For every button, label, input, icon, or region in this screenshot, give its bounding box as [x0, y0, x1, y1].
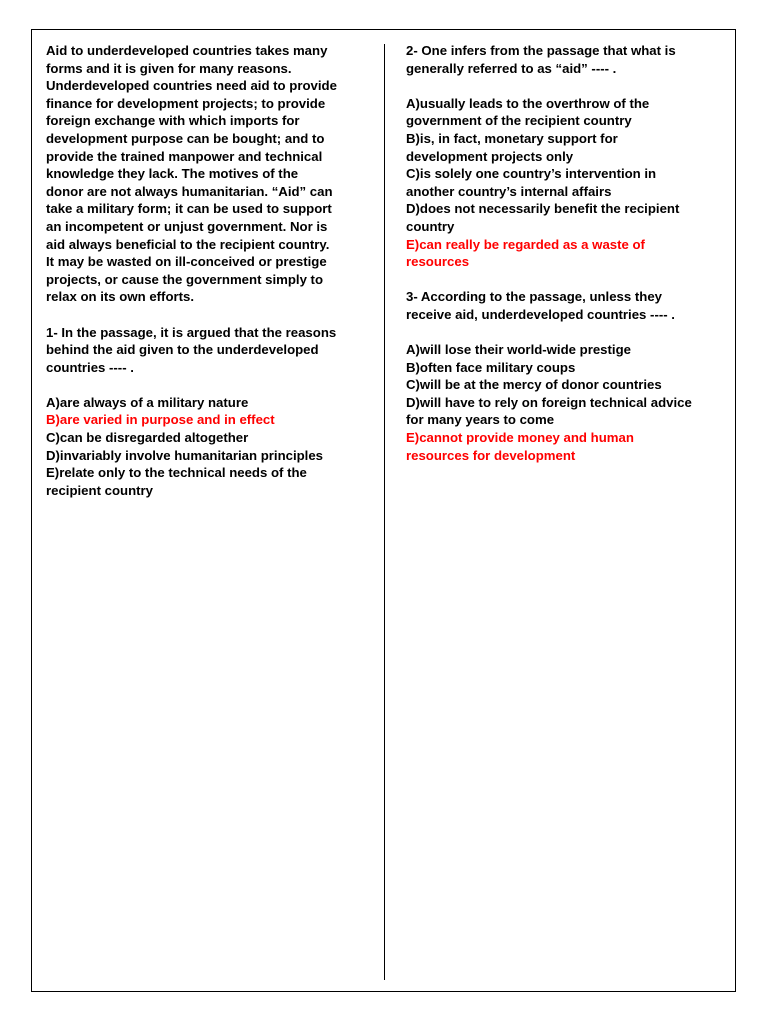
- passage-line: Underdeveloped countries need aid to provide: [46, 78, 337, 94]
- question-1-text: 1- In the passage, it is argued that the reasons: [46, 324, 337, 340]
- question-2-option-d: country: [406, 218, 455, 234]
- question-3-option-d: for many years to come: [406, 412, 555, 428]
- left-column: [46, 42, 366, 499]
- question-3-option-c: C)will be at the mercy of donor countries: [406, 377, 662, 393]
- passage-line: development purpose can be bought; and to: [46, 130, 325, 146]
- passage-line: take a military form; it can be used to support: [46, 201, 332, 217]
- question-1-option-e: recipient country: [46, 482, 153, 498]
- passage-line: forms and it is given for many reasons.: [46, 60, 292, 76]
- question-2-option-b: development projects only: [406, 148, 574, 164]
- reading-passage: [46, 42, 366, 306]
- question-3-option-b: B)often face military coups: [406, 359, 576, 375]
- question-1-option-a: A)are always of a military nature: [46, 394, 249, 410]
- passage-line: relax on its own efforts.: [46, 289, 195, 305]
- question-1-text: behind the aid given to the underdeveloped: [46, 342, 319, 358]
- passage-line: aid always beneficial to the recipient country.: [46, 236, 330, 252]
- passage-line: foreign exchange with which imports for: [46, 113, 300, 129]
- question-3-option-d: D)will have to rely on foreign technical advice: [406, 394, 692, 410]
- question-1-option-d: D)invariably involve humanitarian principles: [46, 447, 324, 463]
- question-1: [46, 324, 366, 500]
- question-2-text: generally referred to as “aid” ---- .: [406, 60, 617, 76]
- question-2: [406, 42, 722, 271]
- question-2-option-e-correct: resources: [406, 254, 470, 270]
- column-divider: [384, 44, 385, 980]
- question-2-option-a: A)usually leads to the overthrow of the: [406, 95, 650, 111]
- question-2-text: 2- One infers from the passage that what is: [406, 43, 676, 58]
- question-1-option-e: E)relate only to the technical needs of the: [46, 465, 307, 481]
- question-3: [406, 288, 722, 464]
- question-3-option-a: A)will lose their world-wide prestige: [406, 342, 631, 358]
- question-2-option-a: government of the recipient country: [406, 113, 632, 129]
- question-3-option-e-correct: E)cannot provide money and human: [406, 430, 634, 446]
- question-3-text: receive aid, underdeveloped countries ---- .: [406, 306, 675, 322]
- question-2-option-e-correct: E)can really be regarded as a waste of: [406, 236, 645, 252]
- question-2-option-c: C)is solely one country’s intervention in: [406, 166, 657, 182]
- passage-line: provide the trained manpower and technical: [46, 148, 323, 164]
- question-3-text: 3- According to the passage, unless they: [406, 289, 662, 305]
- question-3-option-e-correct: resources for development: [406, 447, 576, 463]
- question-2-option-d: D)does not necessarily benefit the recipient: [406, 201, 680, 217]
- passage-line: projects, or cause the government simply to: [46, 271, 324, 287]
- right-column: [406, 42, 722, 464]
- passage-line: an incompetent or unjust government. Nor is: [46, 218, 328, 234]
- passage-line: finance for development projects; to provide: [46, 95, 326, 111]
- passage-line: Aid to underdeveloped countries takes many: [46, 43, 328, 58]
- passage-line: It may be wasted on ill-conceived or prestige: [46, 254, 327, 270]
- question-1-text: countries ---- .: [46, 359, 134, 375]
- passage-line: knowledge they lack. The motives of the: [46, 166, 299, 182]
- question-1-option-b-correct: B)are varied in purpose and in effect: [46, 412, 275, 428]
- question-2-option-b: B)is, in fact, monetary support for: [406, 130, 618, 146]
- question-1-option-c: C)can be disregarded altogether: [46, 430, 249, 446]
- passage-line: donor are not always humanitarian. “Aid” can: [46, 183, 333, 199]
- question-2-option-c: another country’s internal affairs: [406, 183, 612, 199]
